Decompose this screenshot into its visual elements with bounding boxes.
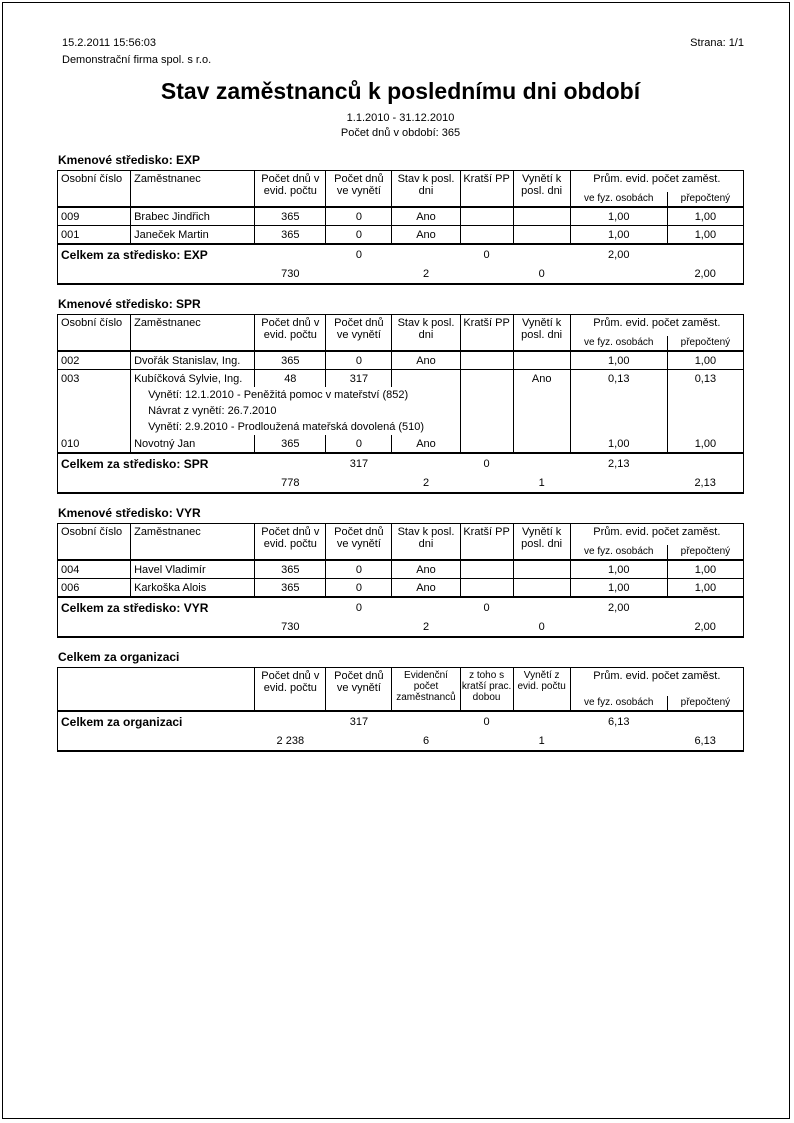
empty-cell	[667, 453, 743, 473]
section-title: Kmenové středisko: EXP	[58, 153, 201, 167]
cell-shorter-pp	[460, 560, 513, 579]
total-days-evidence: 730	[281, 267, 300, 280]
empty-cell	[513, 244, 570, 264]
col-header-physical-persons: ve fyz. osobách	[570, 336, 667, 351]
total-days-evidence: 730	[281, 620, 300, 633]
exemption-note-row	[58, 387, 744, 403]
cell-avg-recalculated: 1,00	[667, 435, 743, 453]
col-header-status-last-day: Stav k posl. dni	[392, 524, 460, 561]
cell-exemption-last-day	[513, 560, 570, 579]
report-title: Stav zaměstnanců k poslednímu dni období	[160, 78, 641, 104]
cell-avg-recalculated: 1,00	[667, 226, 743, 245]
cell-employee-name: Karkoška Alois	[131, 579, 255, 598]
empty-cell	[570, 731, 667, 751]
empty-cell	[513, 597, 570, 617]
totals-row-2	[58, 731, 744, 751]
cell-days-exemption: 0	[326, 579, 392, 598]
empty-cell	[667, 244, 743, 264]
total-shorter-pp: 0	[483, 601, 490, 614]
empty-cell	[667, 387, 743, 403]
cell-exemption-last-day	[513, 351, 570, 370]
empty-cell	[460, 617, 513, 637]
col-header-personal-number: Osobní číslo	[58, 171, 131, 208]
empty-cell	[570, 473, 667, 493]
empty-cell	[570, 264, 667, 284]
col-header-physical-persons: ve fyz. osobách	[570, 192, 667, 207]
cell-days-evidence: 48	[255, 370, 326, 388]
total-shorter-pp: 0	[483, 248, 490, 261]
empty-cell	[513, 419, 570, 435]
cell-exemption-last-day	[513, 207, 570, 226]
employee-row	[58, 370, 744, 388]
total-days-exemption: 0	[355, 601, 362, 614]
empty-cell	[667, 711, 743, 731]
cell-days-exemption: 317	[326, 370, 392, 388]
exemption-note: Vynětí: 12.1.2010 - Peněžitá pomoc v mateřství (852)	[131, 387, 460, 403]
cell-status-last-day	[392, 370, 460, 388]
cell-exemption-last-day	[513, 226, 570, 245]
totals-row-2	[58, 473, 744, 493]
col-header-avg-count-group: Prům. evid. počet zaměst.	[570, 315, 743, 337]
col-header-recalculated: přepočtený	[667, 192, 743, 207]
cell-exemption-last-day: Ano	[513, 370, 570, 388]
col-header-exemption-from-evidence: Vynětí z evid. počtu	[513, 668, 570, 712]
col-header-days-evidence: Počet dnů v evid. počtu	[255, 668, 326, 712]
col-header-avg-count-group: Prům. evid. počet zaměst.	[570, 524, 743, 546]
employee-row	[58, 435, 744, 453]
section-exp	[57, 153, 744, 285]
cell-personal-number: 002	[58, 351, 131, 370]
total-avg-recalculated: 2,00	[694, 620, 716, 633]
report-topbar	[57, 0, 744, 50]
empty-cell	[460, 387, 513, 403]
cell-days-evidence: 365	[255, 207, 326, 226]
totals-row-1	[58, 597, 744, 617]
cell-avg-physical: 1,00	[570, 351, 667, 370]
cell-shorter-pp	[460, 226, 513, 245]
col-header-physical-persons: ve fyz. osobách	[570, 545, 667, 560]
empty-cell	[326, 473, 392, 493]
report-period: 1.1.2010 - 31.12.2010	[346, 112, 455, 124]
total-exemption-last-day: 0	[538, 267, 545, 280]
cell-days-exemption: 0	[326, 207, 392, 226]
empty-cell	[513, 387, 570, 403]
header-row	[58, 171, 744, 193]
total-shorter-pp: 0	[483, 457, 490, 470]
exemption-note: Návrat z vynětí: 26.7.2010	[131, 403, 460, 419]
total-days-evidence: 778	[281, 476, 300, 489]
empty-cell	[667, 403, 743, 419]
totals-row-2	[58, 264, 744, 284]
col-header-days-evidence: Počet dnů v evid. počtu	[255, 315, 326, 352]
total-exemption-last-day: 1	[538, 476, 545, 489]
section-vyr	[57, 506, 744, 638]
totals-row-2	[58, 617, 744, 637]
total-avg-recalculated: 2,13	[694, 476, 716, 489]
empty-cell	[392, 453, 460, 473]
employee-row	[58, 560, 744, 579]
empty-cell	[460, 473, 513, 493]
empty-cell	[58, 473, 255, 493]
report-content	[57, 0, 744, 752]
exemption-note: Vynětí: 2.9.2010 - Prodloužená mateřská dovolená (510)	[131, 419, 460, 435]
col-header-employee: Zaměstnanec	[131, 315, 255, 352]
cell-status-last-day: Ano	[392, 435, 460, 453]
col-header-physical-persons: ve fyz. osobách	[570, 696, 667, 711]
cell-shorter-pp	[460, 351, 513, 370]
cell-status-last-day: Ano	[392, 560, 460, 579]
section-spr	[57, 297, 744, 494]
total-avg-physical: 2,13	[608, 457, 630, 470]
col-header-days-evidence: Počet dnů v evid. počtu	[255, 524, 326, 561]
cell-days-evidence: 365	[255, 560, 326, 579]
empty-cell	[58, 264, 255, 284]
totals-label: Celkem za středisko: VYR	[61, 600, 209, 615]
totals-label: Celkem za středisko: EXP	[61, 247, 208, 262]
employees-table-vyr	[57, 523, 744, 638]
section-organization	[57, 650, 744, 752]
total-avg-physical: 6,13	[608, 715, 630, 728]
cell-status-last-day: Ano	[392, 351, 460, 370]
total-status-last-day: 2	[422, 267, 430, 280]
empty-cell	[667, 597, 743, 617]
cell-personal-number: 009	[58, 207, 131, 226]
cell-days-evidence: 365	[255, 435, 326, 453]
col-header-avg-count-group: Prům. evid. počet zaměst.	[570, 668, 743, 697]
cell-personal-number: 006	[58, 579, 131, 598]
cell-shorter-pp	[460, 370, 513, 388]
page-number: Strana: 1/1	[690, 37, 744, 49]
col-header-days-evidence: Počet dnů v evid. počtu	[255, 171, 326, 208]
employees-table-exp	[57, 170, 744, 285]
empty-cell	[460, 403, 513, 419]
empty-cell	[326, 731, 392, 751]
cell-shorter-pp	[460, 435, 513, 453]
col-header-personal-number: Osobní číslo	[58, 315, 131, 352]
cell-avg-recalculated: 1,00	[667, 560, 743, 579]
cell-personal-number: 003	[58, 370, 131, 388]
total-shorter-worktime: 0	[483, 715, 490, 728]
company-name: Demonstrační firma spol. s r.o.	[62, 54, 212, 66]
total-avg-recalculated: 2,00	[694, 267, 716, 280]
empty-cell	[570, 419, 667, 435]
total-days-evidence: 2 238	[276, 734, 305, 747]
total-days-exemption: 317	[349, 715, 369, 728]
empty-cell	[326, 617, 392, 637]
col-header-exemption-last-day: Vynětí k posl. dni	[513, 315, 570, 352]
cell-personal-number: 001	[58, 226, 131, 245]
cell-days-evidence: 365	[255, 226, 326, 245]
cell-avg-recalculated: 1,00	[667, 579, 743, 598]
empty-cell	[392, 244, 460, 264]
total-days-exemption: 317	[349, 457, 369, 470]
totals-row-1	[58, 244, 744, 264]
empty-cell	[326, 264, 392, 284]
empty-cell	[255, 453, 326, 473]
empty-cell	[392, 711, 460, 731]
cell-avg-recalculated: 1,00	[667, 207, 743, 226]
empty-cell	[513, 453, 570, 473]
days-in-period: Počet dnů v období: 365	[340, 127, 461, 139]
cell-avg-physical: 1,00	[570, 579, 667, 598]
cell-avg-physical: 1,00	[570, 226, 667, 245]
total-status-last-day: 2	[422, 620, 430, 633]
cell-avg-recalculated: 0,13	[667, 370, 743, 388]
totals-row-1	[58, 453, 744, 473]
header-row	[58, 524, 744, 546]
cell-days-exemption: 0	[326, 560, 392, 579]
total-exemption-last-day: 0	[538, 620, 545, 633]
cell-employee-name: Janeček Martin	[131, 226, 255, 245]
empty-cell	[513, 403, 570, 419]
cell-shorter-pp	[460, 207, 513, 226]
cell-personal-number: 010	[58, 435, 131, 453]
empty-cell	[58, 617, 255, 637]
total-avg-physical: 2,00	[608, 248, 630, 261]
empty-cell	[570, 403, 667, 419]
employee-row	[58, 351, 744, 370]
cell-employee-name: Dvořák Stanislav, Ing.	[131, 351, 255, 370]
col-header-shorter-pp: Kratší PP	[460, 524, 513, 561]
col-header-evidence-count: Evidenční počet zaměstnanců	[392, 668, 460, 712]
col-header-recalculated: přepočtený	[667, 336, 743, 351]
cell-status-last-day: Ano	[392, 226, 460, 245]
cell-employee-name: Havel Vladimír	[131, 560, 255, 579]
col-header-days-exemption: Počet dnů ve vynětí	[326, 524, 392, 561]
report-datetime: 15.2.2011 15:56:03	[62, 37, 156, 49]
empty-cell	[460, 731, 513, 751]
cell-days-evidence: 365	[255, 579, 326, 598]
empty-cell	[255, 597, 326, 617]
col-header-shorter-pp: Kratší PP	[460, 171, 513, 208]
cell-avg-physical: 1,00	[570, 435, 667, 453]
employee-row	[58, 226, 744, 245]
cell-days-evidence: 365	[255, 351, 326, 370]
col-header-employee: Zaměstnanec	[131, 524, 255, 561]
empty-header-cell	[58, 668, 255, 712]
cell-days-exemption: 0	[326, 226, 392, 245]
empty-cell	[570, 617, 667, 637]
total-status-last-day: 2	[422, 476, 430, 489]
empty-cell	[460, 264, 513, 284]
cell-employee-name: Novotný Jan	[131, 435, 255, 453]
employee-row	[58, 207, 744, 226]
col-header-avg-count-group: Prům. evid. počet zaměst.	[570, 171, 743, 193]
empty-cell	[513, 711, 570, 731]
cell-employee-name: Brabec Jindřich	[131, 207, 255, 226]
cell-shorter-pp	[460, 579, 513, 598]
employee-row	[58, 579, 744, 598]
total-avg-recalculated: 6,13	[694, 734, 716, 747]
section-title: Kmenové středisko: SPR	[58, 297, 201, 311]
cell-exemption-last-day	[513, 579, 570, 598]
empty-cell	[58, 731, 255, 751]
cell-avg-physical: 1,00	[570, 560, 667, 579]
header-row	[58, 668, 744, 697]
col-header-days-exemption: Počet dnů ve vynětí	[326, 668, 392, 712]
header-row	[58, 315, 744, 337]
empty-cell	[58, 419, 131, 435]
col-header-employee: Zaměstnanec	[131, 171, 255, 208]
cell-avg-recalculated: 1,00	[667, 351, 743, 370]
col-header-recalculated: přepočtený	[667, 545, 743, 560]
empty-cell	[667, 419, 743, 435]
organization-totals-table	[57, 667, 744, 752]
cell-exemption-last-day	[513, 435, 570, 453]
totals-row-1	[58, 711, 744, 731]
employees-table-spr	[57, 314, 744, 494]
empty-cell	[392, 597, 460, 617]
col-header-personal-number: Osobní číslo	[58, 524, 131, 561]
col-header-exemption-last-day: Vynětí k posl. dni	[513, 524, 570, 561]
cell-status-last-day: Ano	[392, 579, 460, 598]
empty-cell	[58, 387, 131, 403]
total-avg-physical: 2,00	[608, 601, 630, 614]
cell-personal-number: 004	[58, 560, 131, 579]
cell-status-last-day: Ano	[392, 207, 460, 226]
empty-cell	[255, 244, 326, 264]
cell-avg-physical: 1,00	[570, 207, 667, 226]
col-header-exemption-last-day: Vynětí k posl. dni	[513, 171, 570, 208]
total-exemption-from-evidence: 1	[538, 734, 545, 747]
cell-days-exemption: 0	[326, 435, 392, 453]
col-header-days-exemption: Počet dnů ve vynětí	[326, 171, 392, 208]
total-evidence-count: 6	[422, 734, 430, 747]
exemption-note-row	[58, 403, 744, 419]
col-header-days-exemption: Počet dnů ve vynětí	[326, 315, 392, 352]
total-days-exemption: 0	[355, 248, 362, 261]
empty-cell	[460, 419, 513, 435]
empty-cell	[58, 403, 131, 419]
section-title: Celkem za organizaci	[58, 650, 180, 664]
totals-label: Celkem za organizaci	[61, 714, 183, 729]
empty-cell	[255, 711, 326, 731]
col-header-shorter-worktime: z toho s kratší prac. dobou	[460, 668, 513, 712]
col-header-shorter-pp: Kratší PP	[460, 315, 513, 352]
col-header-recalculated: přepočtený	[667, 696, 743, 711]
cell-avg-physical: 0,13	[570, 370, 667, 388]
totals-label: Celkem za středisko: SPR	[61, 456, 209, 471]
section-title: Kmenové středisko: VYR	[58, 506, 201, 520]
col-header-status-last-day: Stav k posl. dni	[392, 171, 460, 208]
cell-employee-name: Kubíčková Sylvie, Ing.	[131, 370, 255, 388]
col-header-status-last-day: Stav k posl. dni	[392, 315, 460, 352]
empty-cell	[570, 387, 667, 403]
cell-days-exemption: 0	[326, 351, 392, 370]
exemption-note-row	[58, 419, 744, 435]
